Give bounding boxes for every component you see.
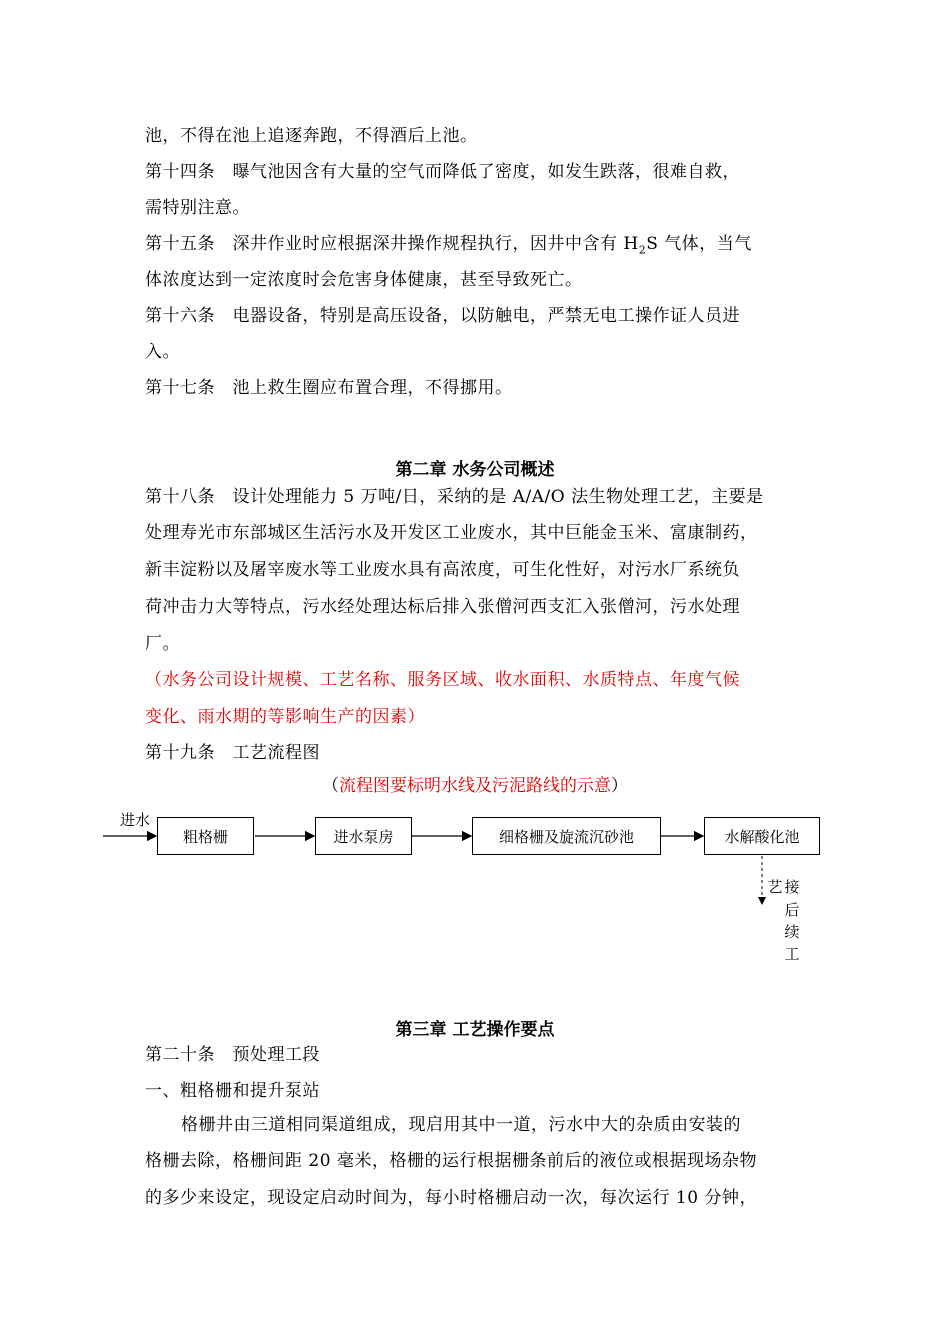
article-15: 第十五条 深井作业时应根据深井操作规程执行，因井中含有 $H_2S$ 气体，当气 (145, 234, 752, 257)
red-note-line-1: （水务公司设计规模、工艺名称、服务区域、收水面积、水质特点、年度气候 (145, 670, 740, 690)
article-15-cont: 体浓度达到一定浓度时会危害身体健康，甚至导致死亡。 (145, 270, 583, 290)
article-20: 第二十条 预处理工段 (145, 1045, 320, 1065)
chapter-3-heading: 第三章 工艺操作要点 (395, 1020, 555, 1040)
flow-continue-col1-a: 艺 (767, 878, 783, 896)
section-1-para-line-1: 格栅井由三道相同渠道组成，现启用其中一道，污水中大的杂质由安装的 (181, 1115, 741, 1135)
flow-continue-col2-b: 续 (784, 923, 800, 941)
article-18-line-1: 第十八条 设计处理能力 5 万吨/日，采纳的是 A/A/O 法生物处理工艺，主要是 (145, 487, 764, 507)
article-18-line-4: 荷冲击力大等特点，污水经处理达标后排入张僧河西支汇入张僧河，污水处理 (145, 597, 740, 617)
section-1-heading: 一、粗格栅和提升泵站 (145, 1081, 320, 1101)
article-18-line-5: 厂。 (145, 634, 180, 654)
section-1-para-line-3: 的多少来设定，现设定启动时间为，每小时格栅启动一次，每次运行 10 分钟， (145, 1188, 757, 1208)
article-17: 第十七条 池上救生圈应布置合理，不得挪用。 (145, 378, 513, 398)
article-14-cont: 需特别注意。 (145, 198, 250, 218)
flow-note: （流程图要标明水线及污泥路线的示意） (322, 776, 628, 796)
flow-inlet-label: 进水 (120, 811, 151, 829)
article-18-line-3: 新丰淀粉以及屠宰废水等工业废水具有高浓度，可生化性好，对污水厂系统负 (145, 560, 740, 580)
flow-step-pump-house: 进水泵房 (315, 817, 412, 855)
section-1-para-line-2: 格栅去除，格栅间距 20 毫米，格栅的运行根据栅条前后的液位或根据现场杂物 (145, 1151, 757, 1171)
flow-continue-col2-c: 工 (784, 945, 800, 963)
flow-step-coarse-screen: 粗格栅 (157, 817, 254, 855)
article-18-line-2: 处理寿光市东部城区生活污水及开发区工业废水，其中巨能金玉米、富康制药， (145, 523, 758, 543)
red-note-line-2: 变化、雨水期的等影响生产的因素） (145, 707, 425, 727)
article-16: 第十六条 电器设备，特别是高压设备，以防触电，严禁无电工操作证人员进 (145, 306, 740, 326)
article-14: 第十四条 曝气池因含有大量的空气而降低了密度，如发生跌落，很难自救， (145, 162, 740, 182)
chapter-2-heading: 第二章 水务公司概述 (395, 460, 555, 480)
body-line-1: 池，不得在池上追逐奔跑，不得酒后上池。 (145, 126, 478, 146)
article-19: 第十九条 工艺流程图 (145, 743, 320, 763)
article-16-cont: 入。 (145, 342, 180, 362)
flow-continue-col2-a: 后 (784, 901, 800, 919)
flow-continue-col1-b: 接 (784, 878, 800, 896)
flow-step-hydrolysis: 水解酸化池 (704, 817, 820, 855)
flow-step-fine-screen: 细格栅及旋流沉砂池 (472, 817, 661, 855)
